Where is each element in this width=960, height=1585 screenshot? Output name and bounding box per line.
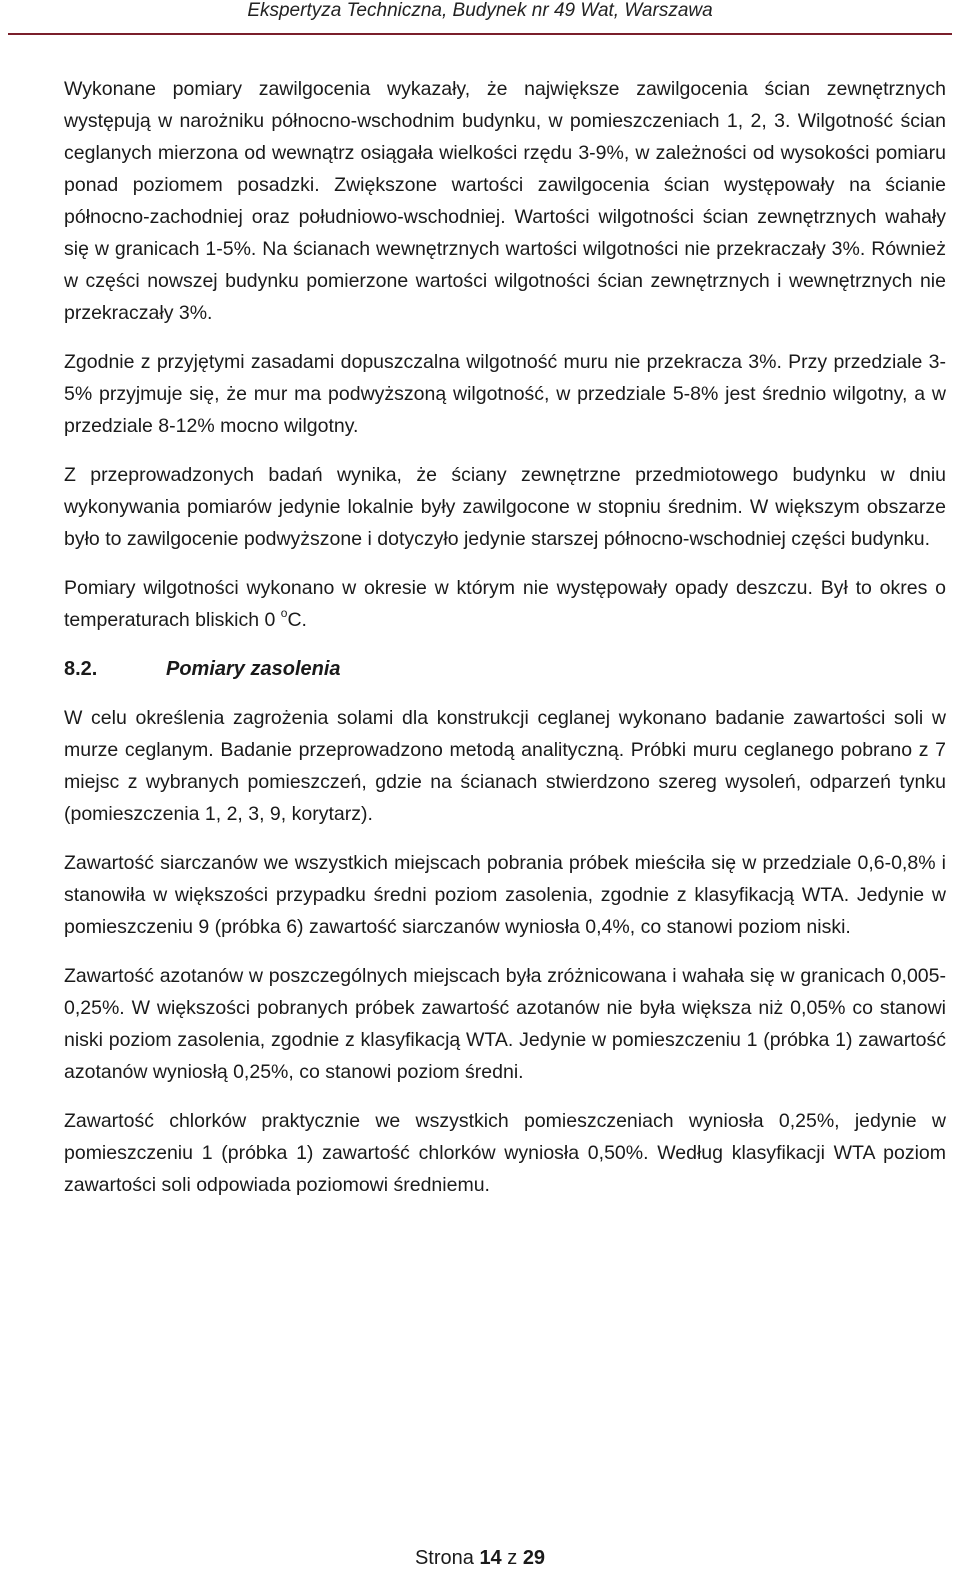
paragraph-sulfates: Zawartość siarczanów we wszystkich miejscach pobrania próbek mieściła się w przedziale 0,6-0,8% i stanowiła w większości przypadku średni poziom zasolenia, zgodnie z klasyfikacją WTA. Jedynie w pomieszczeniu 9 (próbka 6) zawartość siarczanów wyniosła 0,4%, co stanowi poziom niski. xyxy=(64,852,946,938)
conditions-text: Pomiary wilgotności wykonano w okresie w którym nie występowały opady deszczu. Był to okres o temperaturach bliskich 0 xyxy=(64,577,946,631)
paragraph-moisture-conclusion: Z przeprowadzonych badań wynika, że ściany zewnętrzne przedmiotowego budynku w dniu wykonywania pomiarów jedynie lokalnie były zawilgocone w stopniu średnim. W większym obszarze było to zawilgocenie podwyższone i dotyczyło jedynie starszej północno-wschodniej części budynku. xyxy=(64,464,946,550)
document-title: Ekspertyza Techniczna, Budynek nr 49 Wat, Warszawa xyxy=(247,0,713,21)
page-header xyxy=(0,0,960,22)
section-heading xyxy=(64,653,946,685)
page-footer xyxy=(0,1545,960,1571)
paragraph-measurement-conditions xyxy=(64,572,946,636)
document-body xyxy=(64,73,946,1218)
paragraph-nitrates: Zawartość azotanów w poszczególnych miejscach była zróżnicowana i wahała się w granicach 0,005-0,25%. W większości pobranych próbek zawartość azotanów nie była większa niż 0,05% co stanowi niski poziom zasolenia, zgodnie z klasyfikacją WTA. Jedynie w pomieszczeniu 1 (próbka 1) zawartość azotanów wyniosłą 0,25%, co stanowi poziom średni. xyxy=(64,965,946,1083)
conditions-unit: C. xyxy=(287,609,307,631)
section-title: Pomiary zasolenia xyxy=(166,658,341,680)
degree-symbol: o xyxy=(280,606,288,620)
paragraph-salinity-method: W celu określenia zagrożenia solami dla konstrukcji ceglanej wykonano badanie zawartości soli w murze ceglanym. Badanie przeprowadzono metodą analityczną. Próbki muru ceglanego pobrano z 7 miejsc z wybranych pomieszczeń, gdzie na ścianach stwierdzono szereg wysoleń, odparzeń tynku (pomieszczenia 1, 2, 3, 9, korytarz). xyxy=(64,707,946,825)
header-divider xyxy=(8,33,952,35)
paragraph-moisture-thresholds: Zgodnie z przyjętymi zasadami dopuszczalna wilgotność muru nie przekracza 3%. Przy przedziale 3-5% przyjmuje się, że mur ma podwyższoną wilgotność, w przedziale 5-8% jest średnio wilgotny, a w przedziale 8-12% mocno wilgotny. xyxy=(64,351,946,437)
section-number: 8.2. xyxy=(64,658,98,680)
total-pages-number: 29 xyxy=(522,1547,546,1569)
paragraph-chlorides: Zawartość chlorków praktycznie we wszystkich pomieszczeniach wyniosła 0,25%, jedynie w pomieszczeniu 1 (próbka 1) zawartość chlorków wyniosła 0,50%. Według klasyfikacji WTA poziom zawartości soli odpowiada poziomowi średniemu. xyxy=(64,1110,946,1196)
page-label: Strona xyxy=(414,1547,474,1569)
current-page-number: 14 xyxy=(479,1547,502,1569)
paragraph-moisture-results: Wykonane pomiary zawilgocenia wykazały, że największe zawilgocenia ścian zewnętrznych występują w narożniku północno-wschodnim budynku, w pomieszczeniach 1, 2, 3. Wilgotność ścian ceglanych mierzona od wewnątrz osiągała wielkości rzędu 3-9%, w zależności od wysokości pomiaru ponad poziomem posadzki. Zwiększone wartości zawilgocenia ścian występowały na ścianie północno-zachodniej oraz południowo-wschodniej. Wartości wilgotności ścian zewnętrznych wahały się w granicach 1-5%. Na ścianach wewnętrznych wartości wilgotności nie przekraczały 3%. Również w części nowszej budynku pomierzone wartości wilgotności ścian zewnętrznych i wewnętrznych nie przekraczały 3%. xyxy=(64,78,946,324)
page-separator: z xyxy=(507,1547,518,1569)
